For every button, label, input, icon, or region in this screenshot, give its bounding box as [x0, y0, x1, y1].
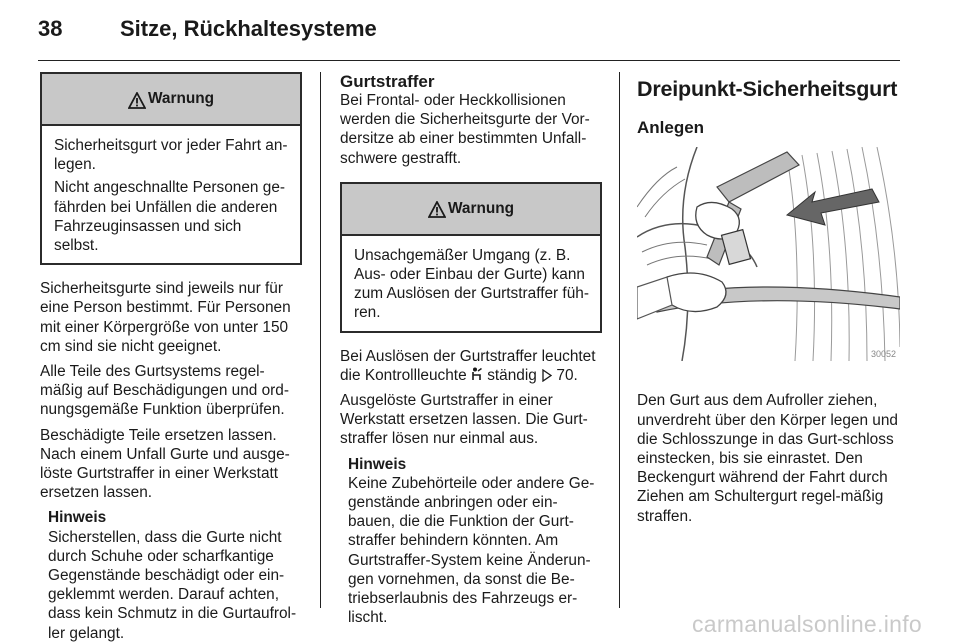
lamp-sentence: Bei Auslösen der Gurtstraffer leuchtet die Kontrollleuchte: [340, 347, 596, 384]
subsection-heading: Anlegen: [637, 118, 705, 137]
column-right: [637, 72, 902, 138]
paragraph: Alle Teile des Gurtsystems regel-mäßig auf Beschädigungen und ord-nungsgemäße Funktion überprüfen.: [40, 363, 289, 419]
warning-body: [42, 126, 300, 263]
page-header: [38, 16, 900, 46]
note-box: [48, 508, 302, 642]
warning-body: [342, 236, 600, 331]
header-divider: [38, 60, 900, 61]
chapter-title: Sitze, Rückhaltesysteme: [120, 16, 377, 41]
note-title: Hinweis: [48, 509, 107, 527]
warning-title: Warnung: [147, 90, 215, 108]
paragraph: [340, 347, 602, 385]
section-heading: Dreipunkt-Sicherheitsgurt: [637, 77, 898, 101]
page-reference[interactable]: 70.: [556, 366, 578, 384]
warning-header: [42, 74, 300, 126]
warning-header: [342, 184, 600, 236]
paragraph: Bei Frontal- oder Heckkollisionen werden die Sicherheitsgurte der Vor-dersitze ab einer bestimmten Unfall-schwere gestrafft.: [340, 92, 590, 167]
seatbelt-illustration: [637, 147, 900, 361]
note-text: Keine Zubehörteile oder andere Ge-genstände anbringen oder ein-bauen, die die Funktion der Gurt-straffer behindern könnten. Am Gurtstraffer-System keine Änderun-gen vornehmen, da sonst die Be-triebserlaubnis des Fahrzeugs er-lischt.: [348, 474, 595, 627]
warning-box: [40, 72, 302, 265]
page-number: 38: [38, 16, 63, 41]
seatbelt-tensioner-lamp-icon: [471, 367, 483, 382]
column-middle: [340, 72, 602, 627]
note-title: Hinweis: [348, 455, 407, 473]
paragraph: Den Gurt aus dem Aufroller ziehen, unverdreht über den Körper legen und die Schlosszunge in das Gurt-schloss einstecken, bis sie einrastet. Den Beckengurt während der Fahrt durch Ziehen am Schultergurt regel-mäßig straffen.: [637, 392, 898, 525]
watermark: carmanualsonline.info: [691, 611, 922, 637]
warning-box: [340, 182, 602, 333]
warning-title: Warnung: [447, 200, 515, 218]
seatbelt-illustration-drawing: [637, 147, 900, 361]
warning-triangle-icon: [428, 201, 446, 218]
illustration-number: 30052: [870, 349, 896, 359]
warning-text: Sicherheitsgurt vor jeder Fahrt an-legen.: [54, 137, 288, 174]
note-box: [348, 455, 602, 628]
paragraph: Ausgelöste Gurtstraffer in einer Werkstatt ersetzen lassen. Die Gurt-straffer lösen nur einmal aus.: [340, 392, 588, 448]
warning-text: Nicht angeschnallte Personen ge-fährden bei Unfällen die anderen Fahrzeuginsassen und sich selbst.: [54, 179, 286, 255]
warning-triangle-icon: [128, 92, 146, 109]
lamp-sentence-middle: ständig: [487, 366, 537, 384]
paragraph: Beschädigte Teile ersetzen lassen. Nach einem Unfall Gurte und ausge-löste Gurtstraffer in einer Werkstatt ersetzen lassen.: [40, 426, 290, 502]
paragraph: Sicherheitsgurte sind jeweils nur für eine Person bestimmt. Für Personen mit einer Körpergröße von unter 150 cm sind sie nicht geeignet.: [40, 280, 291, 355]
section-heading: Gurtstraffer: [340, 72, 435, 91]
page-reference-arrow-icon: [541, 369, 552, 382]
note-text: Sicherstellen, dass die Gurte nicht durch Schuhe oder scharfkantige Gegenstände beschädigt oder ein-geklemmt werden. Darauf achten, dass kein Schmutz in die Gurtaufrol-ler gelangt.: [48, 528, 297, 642]
column-divider: [320, 72, 321, 608]
warning-text: Unsachgemäßer Umgang (z. B. Aus- oder Einbau der Gurte) kann zum Auslösen der Gurtstraffer füh-ren.: [354, 246, 589, 322]
column-divider: [619, 72, 620, 608]
column-left: [40, 72, 302, 643]
